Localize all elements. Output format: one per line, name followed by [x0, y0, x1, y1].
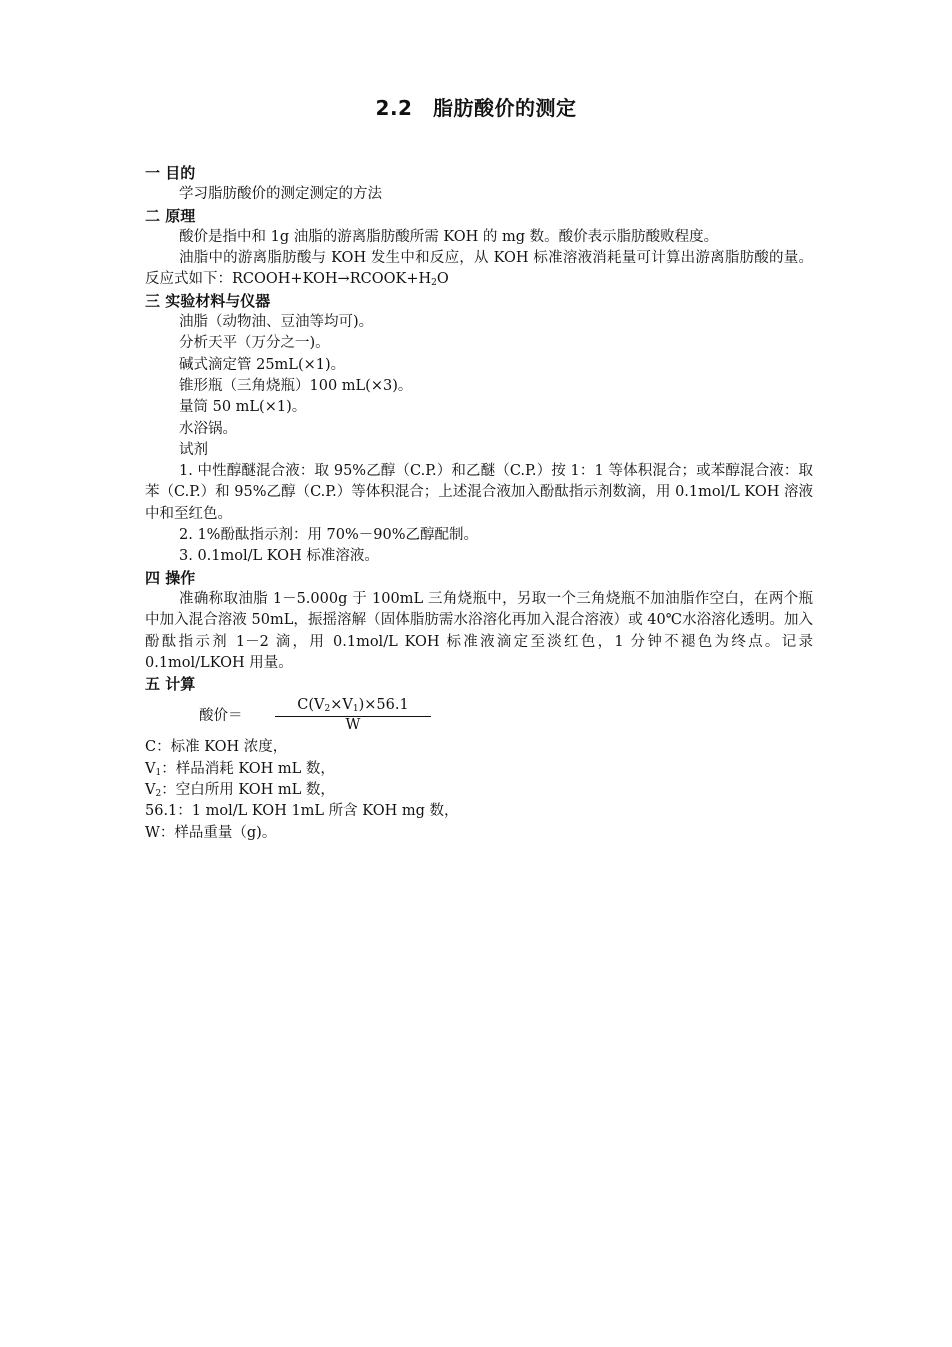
material-item: 水浴锅。: [179, 420, 237, 437]
numerator-part: )×56.1: [358, 697, 409, 714]
document-body: [145, 163, 813, 844]
formula-denominator: W: [345, 717, 361, 734]
def-constant: 56.1：1 mol/L KOH 1mL 所含 KOH mg 数，: [145, 803, 459, 820]
numerator-part: C(V: [297, 697, 325, 714]
page-title: 2.2 脂肪酸价的测定: [375, 96, 577, 120]
heading-procedure: 四 操作: [145, 568, 196, 587]
def-symbol: V: [145, 760, 156, 777]
heading-materials: 三 实验材料与仪器: [145, 291, 271, 310]
subscript: 2: [431, 278, 437, 289]
material-item: 碱式滴定管 25mL(×1)。: [179, 356, 346, 373]
principle-paragraph-1: 酸价是指中和 1g 油脂的游离脂肪酸所需 KOH 的 mg 数。酸价表示脂肪酸败程度。: [179, 228, 719, 245]
principle-text: 油脂中的游离脂肪酸与 KOH 发生中和反应，从 KOH 标准溶液消耗量可计算出游离脂肪酸的量。反应式如下：RCOOH+KOH→RCOOK+H: [145, 250, 813, 288]
heading-purpose: 一 目的: [145, 164, 196, 182]
reagent-2: 2. 1%酚酞指示剂：用 70%－90%乙醇配制。: [179, 527, 479, 544]
def-c: C：标准 KOH 浓度，: [145, 739, 288, 756]
principle-paragraph-2: [145, 248, 813, 291]
material-item: 试剂: [179, 441, 208, 458]
formula-label: 酸价＝: [199, 708, 243, 725]
acid-value-formula: [145, 695, 813, 737]
purpose-text: 学习脂肪酸价的测定测定的方法: [179, 186, 382, 203]
heading-principle: 二 原理: [145, 206, 196, 225]
material-item: 分析天平（万分之一)。: [179, 335, 330, 352]
subscript: 1: [155, 767, 162, 778]
def-symbol: V: [145, 782, 156, 799]
def-v1: [145, 759, 813, 780]
formula-numerator: [275, 695, 431, 716]
material-item: 量筒 50 mL(×1)。: [179, 399, 307, 416]
subscript: 2: [324, 704, 331, 715]
reagent-1: 1. 中性醇醚混合液：取 95%乙醇（C.P.）和乙醚（C.P.）按 1：1 等体积混合；或苯醇混合液：取苯（C.P.）和 95%乙醇（C.P.）等体积混合；上述混合液加入酚酞指示剂数滴，用 0.1mol/L KOH 溶液中和至红色。: [145, 463, 813, 522]
material-item: 油脂（动物油、豆油等均可)。: [179, 314, 374, 331]
procedure-text: 准确称取油脂 1－5.000g 于 100mL 三角烧瓶中，另取一个三角烧瓶不加油脂作空白，在两个瓶中加入混合溶液 50mL，振摇溶解（固体脂肪需水浴溶化再加入混合溶液）或 40℃水浴溶化透明。加入酚酞指示剂 1－2 滴，用 0.1mol/L KOH 标准液滴定至淡红色，1 分钟不褪色为终点。记录 0.1mol/LKOH 用量。: [145, 590, 813, 671]
principle-text-tail: O: [436, 271, 449, 288]
reagent-3: 3. 0.1mol/L KOH 标准溶液。: [179, 548, 379, 565]
def-text: ：样品消耗 KOH mL 数，: [161, 760, 335, 777]
numerator-part: ×V: [330, 697, 353, 714]
def-w: W：样品重量（g)。: [145, 824, 277, 841]
def-v2: [145, 780, 813, 801]
subscript: 1: [352, 704, 359, 715]
def-text: ：空白所用 KOH mL 数，: [161, 782, 335, 799]
material-item: 锥形瓶（三角烧瓶）100 mL(×3)。: [179, 377, 413, 394]
subscript: 2: [155, 789, 162, 800]
heading-calculation: 五 计算: [145, 675, 196, 694]
